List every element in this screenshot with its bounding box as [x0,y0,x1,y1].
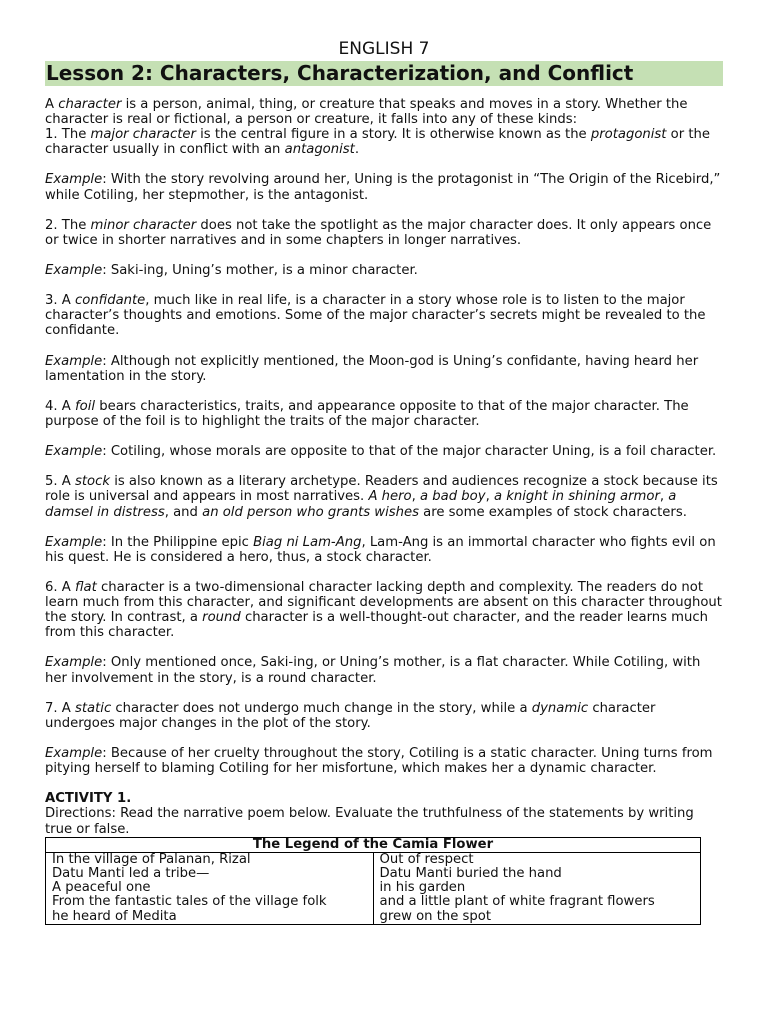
example-flat-round: Example: Only mentioned once, Saki-ing, or Uning’s mother, is a flat character. While Cotiling, with her involvement in the story, is a round character. [45,655,701,686]
poem-line: Out of respect [379,851,474,867]
poem-left-column [46,852,374,924]
activity-directions: Directions: Read the narrative poem below. Evaluate the truthfulness of the statements by writing true or false. [45,806,694,837]
lesson-title: Lesson 2: Characters, Characterization, and Conflict [45,61,723,86]
item-static-dynamic: 7. A static character does not undergo much change in the story, while a dynamic character undergoes major changes in the plot of the story. [45,700,656,731]
example-static-dynamic: Example: Because of her cruelty throughout the story, Cotiling is a static character. Uning turns from pitying herself to blaming Cotiling for her misfortune, which makes her a dynamic character. [45,746,713,777]
lesson-body [45,97,723,925]
poem-line: Datu Manti buried the hand [379,866,562,881]
example-foil: Example: Cotiling, whose morals are opposite to that of the major character Uning, is a foil character. [45,444,717,460]
example-minor-character: Example: Saki-ing, Uning’s mother, is a minor character. [45,263,418,279]
subject-heading: ENGLISH 7 [338,39,430,59]
item-confidante: 3. A confidante, much like in real life, is a character in a story whose role is to listen to the major character’s thoughts and emotions. Some of the major character’s secrets might be revealed to the confidante. [45,293,706,339]
poem-line: he heard of Medita [52,908,177,924]
poem-line: From the fantastic tales of the village folk [52,894,327,910]
intro-paragraph: A character is a person, animal, thing, or creature that speaks and moves in a story. Whether the character is real or fictional, a person or creature, it falls into any of these kinds: [45,97,688,128]
worksheet-page [45,38,723,925]
item-minor-character: 2. The minor character does not take the spotlight as the major character does. It only appears once or twice in shorter narratives and in some chapters in longer narratives. [45,217,712,248]
example-stock: Example: In the Philippine epic Biag ni Lam-Ang, Lam-Ang is an immortal character who fights evil on his quest. He is considered a hero, thus, a stock character. [45,534,716,565]
example-confidante: Example: Although not explicitly mentioned, the Moon-god is Uning’s confidante, having heard her lamentation in the story. [45,353,699,384]
poem-line: In the village of Palanan, Rizal [52,851,251,867]
poem-title: The Legend of the Camia Flower [46,837,701,852]
poem-line: in his garden [379,880,466,896]
poem-table [45,837,701,925]
example-major-character: Example: With the story revolving around her, Uning is the protagonist in “The Origin of the Ricebird,” while Cotiling, her stepmother, is the antagonist. [45,172,721,203]
poem-line: and a little plant of white fragrant flowers [379,894,655,910]
poem-line: A peaceful one [52,880,151,896]
poem-line: Datu Manti led a tribe— [52,866,210,881]
item-major-character: 1. The major character is the central figure in a story. It is otherwise known as the protagonist or the character usually in conflict with an antagonist. [45,127,711,158]
item-stock: 5. A stock is also known as a literary archetype. Readers and audiences recognize a stock because its role is universal and appears in most narratives. A hero, a bad boy, a knight in shining armor, a damsel in distress, and an old person who grants wishes are some examples of stock characters. [45,474,718,520]
poem-line: grew on the spot [379,908,492,924]
item-foil: 4. A foil bears characteristics, traits, and appearance opposite to that of the major character. The purpose of the foil is to highlight the traits of the major character. [45,398,689,429]
item-flat-round: 6. A flat character is a two-dimensional character lacking depth and complexity. The readers do not learn much from this character, and significant developments are absent on this character throughout the story. In contrast, a round character is a well-thought-out character, and the reader learns much from this character. [45,580,722,641]
poem-right-column [373,852,701,924]
activity-title: ACTIVITY 1. [45,791,132,807]
